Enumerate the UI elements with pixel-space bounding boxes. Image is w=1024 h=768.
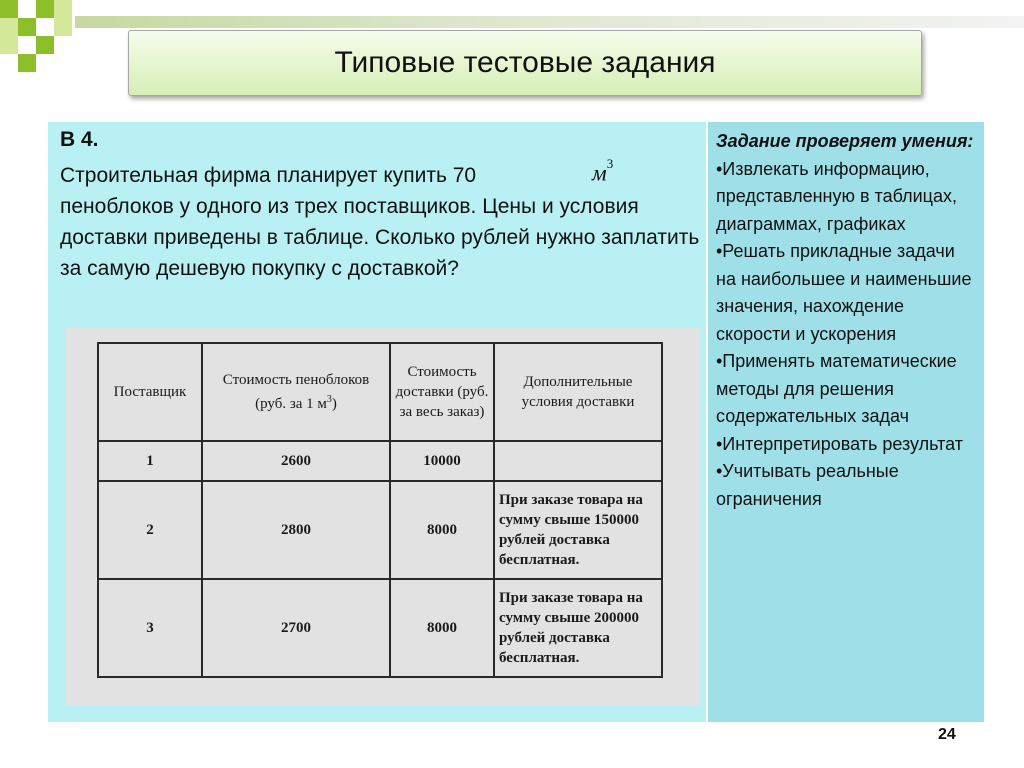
cell-supplier: 3 [98, 579, 202, 677]
cell-cost: 2700 [202, 579, 390, 677]
header-bar [75, 16, 1024, 28]
cell-conditions: При заказе товара на сумму свыше 200000 рублей доставка бесплатная. [494, 579, 662, 677]
cell-delivery: 10000 [390, 441, 494, 481]
skills-item: •Учитывать реальные ограничения [716, 461, 899, 509]
decor-square [18, 18, 36, 36]
page-number: 24 [938, 726, 956, 743]
header-cost-unit-post: ) [331, 396, 337, 412]
header-conditions: Дополнительные условия доставки [494, 343, 662, 441]
skills-item: •Извлекать информацию, представленную в таблицах, диаграммах, графиках [716, 158, 957, 234]
header-supplier: Поставщик [98, 343, 202, 441]
skills-heading: Задание проверяет умения: [716, 131, 974, 151]
suppliers-table [97, 342, 663, 678]
skills-item: •Решать прикладные задачи на наибольшее и наименьшие значения, нахождение скорости и ускорения [716, 241, 972, 344]
title-box [128, 30, 922, 96]
cell-conditions: При заказе товара на сумму свыше 150000 рублей доставка бесплатная. [494, 481, 662, 579]
cell-delivery: 8000 [390, 579, 494, 677]
table-row [98, 441, 662, 481]
decor-square [0, 18, 18, 36]
unit-cubic-meters [592, 156, 614, 187]
header-cost-main: Стоимость пеноблоков [222, 372, 370, 388]
decor-square [54, 0, 72, 18]
cell-delivery: 8000 [390, 481, 494, 579]
header-delivery: Стоимость доставки (руб. за весь заказ) [390, 343, 494, 441]
cell-conditions [494, 441, 662, 481]
unit-symbol: м [592, 160, 607, 186]
header-cost-unit-power: 3 [326, 394, 332, 405]
table-row [98, 481, 662, 579]
table-header-row [98, 343, 662, 441]
header-cost [202, 343, 390, 441]
task-text-rest: пеноблоков у одного из трех поставщиков. Цены и условия доставки приведены в таблице. Сколько рублей нужно заплатить за самую дешевую покупку с доставкой? [60, 195, 700, 280]
header-cost-unit-pre: (руб. за 1 м [255, 396, 327, 412]
task-number: В 4. [60, 128, 99, 151]
decor-square [18, 54, 36, 72]
skills-list [716, 128, 978, 513]
table-row [98, 579, 662, 677]
decor-square [36, 0, 54, 18]
skills-item: •Применять математические методы для решения содержательных задач [716, 351, 957, 426]
skills-item: •Интерпретировать результат [716, 433, 963, 454]
decor-square [36, 36, 54, 54]
task-text-line1: Строительная фирма планирует купить 70 [60, 164, 477, 187]
unit-power: 3 [606, 156, 614, 171]
cell-supplier: 2 [98, 481, 202, 579]
cell-supplier: 1 [98, 441, 202, 481]
decor-square [54, 18, 72, 36]
decor-square [0, 36, 18, 54]
page-title: Типовые тестовые задания [334, 46, 716, 79]
decor-square [0, 0, 18, 18]
cell-cost: 2800 [202, 481, 390, 579]
cell-cost: 2600 [202, 441, 390, 481]
